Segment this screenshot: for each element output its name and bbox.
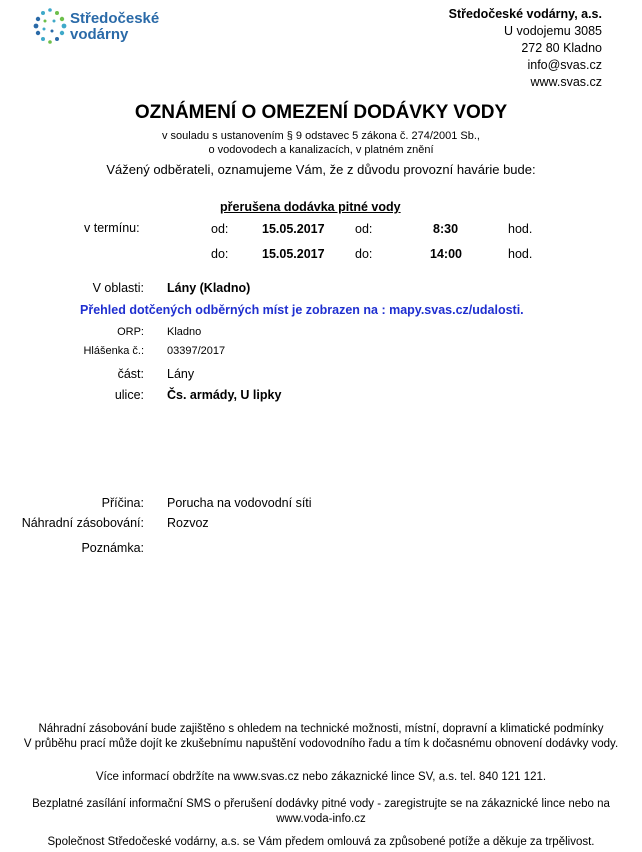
footer-paragraph-4: Bezplatné zasílání informační SMS o přerušení dodávky pitné vody - zaregistrujte se na zákaznické lince nebo na www.voda-info.cz [32, 798, 610, 825]
term-from-time: 8:30 [433, 222, 459, 236]
note-label: Poznámka: [81, 541, 144, 555]
orp-label: ORP: [117, 326, 144, 338]
document-title: OZNÁMENÍ O OMEZENÍ DODÁVKY VODY [134, 102, 508, 123]
legal-basis-line1: v souladu s ustanovením § 9 odstavec 5 zákona č. 274/2001 Sb., [162, 130, 480, 142]
term-to-time: 14:00 [430, 247, 462, 261]
term-to-date: 15.05.2017 [262, 247, 325, 261]
water-drop-dots-icon [32, 6, 68, 46]
outage-subject: přerušena dodávka pitné vody [220, 200, 401, 214]
term-from-unit: hod. [508, 222, 533, 236]
replacement-supply-label: Náhradní zásobování: [21, 516, 144, 530]
company-city: 272 80 Kladno [521, 41, 602, 55]
logo-text-line1: Středočeské [70, 10, 160, 27]
report-number-value: 03397/2017 [167, 345, 226, 357]
affected-places-notice: Přehled dotčených odběrných míst je zobrazen na : mapy.svas.cz/udalosti. [80, 303, 524, 317]
area-label: V oblasti: [92, 281, 144, 295]
orp-value: Kladno [167, 326, 202, 338]
area-value: Lány (Kladno) [167, 281, 251, 295]
company-name: Středočeské vodárny, a.s. [448, 7, 602, 21]
replacement-supply-value: Rozvoz [167, 516, 209, 530]
company-logo [32, 6, 172, 48]
term-to-time-label: do: [355, 247, 373, 261]
intro-text: Vážený odběrateli, oznamujeme Vám, že z důvodu provozní havárie bude: [106, 162, 536, 177]
term-from-date: 15.05.2017 [262, 222, 325, 236]
report-number-label: Hlášenka č.: [83, 345, 144, 357]
term-to-label: do: [211, 247, 229, 261]
logo-text-line2: vodárny [70, 26, 129, 43]
legal-basis-line2: o vodovodech a kanalizacích, v platném znění [208, 144, 434, 156]
company-web: www.svas.cz [530, 75, 602, 89]
footer-paragraph-3: Více informací obdržíte na www.svas.cz nebo zákaznické lince SV, a.s. tel. 840 121 121. [95, 771, 547, 783]
cause-value: Porucha na vodovodní síti [167, 496, 312, 510]
footer-paragraph-5: Společnost Středočeské vodárny, a.s. se Vám předem omlouvá za způsobené potíže a děkuje za trpělivost. [47, 836, 595, 848]
term-label: v termínu: [84, 221, 140, 235]
term-to-unit: hod. [508, 247, 533, 261]
street-label: ulice: [114, 388, 144, 402]
street-value: Čs. armády, U lipky [167, 388, 282, 402]
part-label: část: [117, 367, 144, 381]
company-street: U vodojemu 3085 [504, 24, 602, 38]
company-address [449, 6, 602, 91]
cause-label: Příčina: [101, 496, 144, 510]
part-value: Lány [167, 367, 195, 381]
footer-paragraph-2: V průběhu prací může dojít ke zkušebnímu napuštění vodovodního řadu a tím k dočasnému obnovení dodávky vody. [23, 738, 619, 750]
company-email: info@svas.cz [527, 58, 602, 72]
footer-paragraph-1: Náhradní zásobování bude zajištěno s ohledem na technické možnosti, místní, dopravní a klimatické podmínky [38, 723, 604, 735]
term-from-time-label: od: [355, 222, 373, 236]
term-from-label: od: [211, 222, 229, 236]
